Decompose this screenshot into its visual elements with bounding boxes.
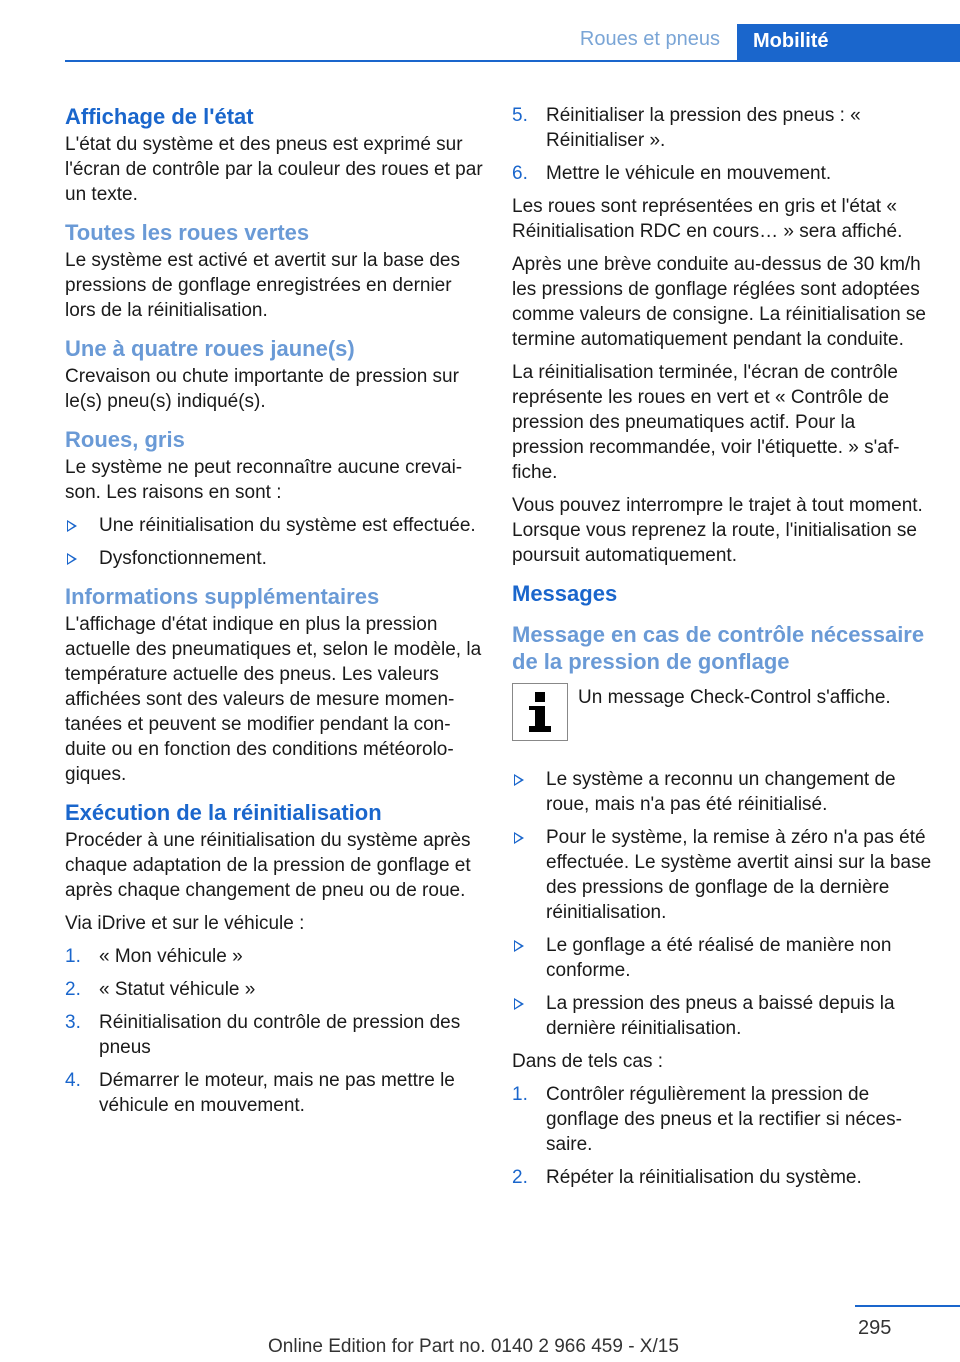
bullet-triangle-icon [67,553,77,565]
list-item [65,513,485,538]
list-item [512,933,932,983]
step-text: Réinitialiser la pression des pneus : « Réinitialiser ». [546,105,861,151]
heading-message-controle: Message en cas de contrôle nécessaire de la pression de gonflage [512,622,925,674]
list-item-text: Pour le système, la remise à zéro n'a pas été effectuée. Le système avertit ainsi sur la base des pressions de gonflage de la dernière réinitialisation. [546,827,932,923]
step-item [65,944,485,969]
step-number: 1. [512,1084,528,1105]
step-number: 4. [65,1070,81,1091]
bullet-triangle-icon [514,774,524,786]
bullet-triangle-icon [514,940,524,952]
paragraph-conduite: Après une brève conduite au-dessus de 30 km/h les pressions de gonflage réglées sont adoptées comme valeurs de consigne. La réinitialisation se termine automatiquement pendant la conduite. [512,254,926,350]
footer-rule [855,1305,960,1307]
step-number: 5. [512,105,528,126]
paragraph-affichage: L'état du système et des pneus est exprimé sur l'écran de contrôle par la couleur des roues et par un texte. [65,134,483,205]
bullet-triangle-icon [514,998,524,1010]
right-column [512,103,932,1198]
bullet-triangle-icon [67,520,77,532]
heading-affichage: Affichage de l'état [65,104,254,129]
step-item [512,1082,932,1157]
list-item [65,546,485,571]
step-item [65,1010,485,1060]
paragraph-roues-gris: Le système ne peut reconnaître aucune crevaison. Les raisons en sont : [65,457,463,503]
step-item [512,103,932,153]
info-note-text: Un message Check-Control s'affiche. [578,687,891,708]
step-number: 6. [512,163,528,184]
paragraph-dans-tels-cas: Dans de tels cas : [512,1051,664,1072]
step-item [65,1068,485,1118]
heading-messages: Messages [512,581,618,606]
heading-roues-vertes: Toutes les roues vertes [65,220,310,245]
header-chapter-tab: Mobilité [737,24,960,62]
list-item [512,767,932,817]
step-number: 2. [512,1167,528,1188]
info-note [512,683,932,753]
paragraph-interrompre: Vous pouvez interrompre le trajet à tout moment. Lorsque vous reprenez la route, l'initialisation se poursuit automatiquement. [512,495,923,566]
paragraph-roues-vertes: Le système est activé et avertit sur la base des pressions de gonflage enregistrées en dernier lors de la réinitialisation. [65,250,460,321]
page-number: 295 [858,1317,892,1339]
paragraph-execution: Procéder à une réinitialisation du système après chaque adaptation de la pression de gonflage et après chaque changement de pneu ou de roue. [65,830,471,901]
left-column [65,103,485,1126]
step-text: « Mon véhicule » [99,946,243,967]
list-item-text: Le gonflage a été réalisé de manière non conforme. [546,935,892,981]
header-rule [65,60,737,62]
step-number: 3. [65,1012,81,1033]
heading-execution: Exécution de la réinitialisation [65,800,382,825]
list-item [512,991,932,1041]
heading-roues-gris: Roues, gris [65,427,185,452]
step-number: 2. [65,979,81,1000]
step-number: 1. [65,946,81,967]
list-item-text: Dysfonctionnement. [99,548,267,569]
list-item-text: La pression des pneus a baissé depuis la dernière réinitialisation. [546,993,895,1039]
heading-roues-jaunes: Une à quatre roues jaune(s) [65,336,355,361]
step-text: Contrôler régulièrement la pression de gonflage des pneus et la rectifier si nécessaire. [546,1084,902,1155]
step-item [512,161,932,186]
page-header [0,0,960,62]
header-section-title: Roues et pneus [579,28,720,50]
paragraph-roues-grises: Les roues sont représentées en gris et l'état « Réinitialisation RDC en cours… » sera affiché. [512,196,903,242]
paragraph-informations: L'affichage d'état indique en plus la pression actuelle des pneumatiques et, selon le modèle, la température actuelle des pneus. Les valeurs affichées sont des valeurs de mesure momentanées et peuvent se modifier pendant la conduite ou en fonction des conditions météorologiques. [65,614,482,785]
paragraph-via-idrive: Via iDrive et sur le véhicule : [65,913,305,934]
step-text: Réinitialisation du contrôle de pression des pneus [99,1012,461,1058]
list-item-text: Une réinitialisation du système est effectuée. [99,515,476,536]
heading-informations: Informations supplémentaires [65,584,380,609]
bullet-triangle-icon [514,832,524,844]
info-icon [512,683,568,741]
paragraph-roues-jaunes: Crevaison ou chute importante de pression sur le(s) pneu(s) indiqué(s). [65,366,459,412]
list-item [512,825,932,925]
step-item [512,1165,932,1190]
step-text: Démarrer le moteur, mais ne pas mettre le véhicule en mouvement. [99,1070,455,1116]
list-item-text: Le système a reconnu un changement de roue, mais n'a pas été réinitialisé. [546,769,896,815]
paragraph-terminee: La réinitialisation terminée, l'écran de contrôle représente les roues en vert et « Contrôle de pression des pneumatiques actif. Pour la pression recommandée, voir l'étiquette. » s'affiche. [512,362,900,483]
step-item [65,977,485,1002]
step-text: Mettre le véhicule en mouvement. [546,163,832,184]
step-text: « Statut véhicule » [99,979,256,1000]
footer-edition: Online Edition for Part no. 0140 2 966 459 - X/15 [268,1336,679,1357]
step-text: Répéter la réinitialisation du système. [546,1167,862,1188]
